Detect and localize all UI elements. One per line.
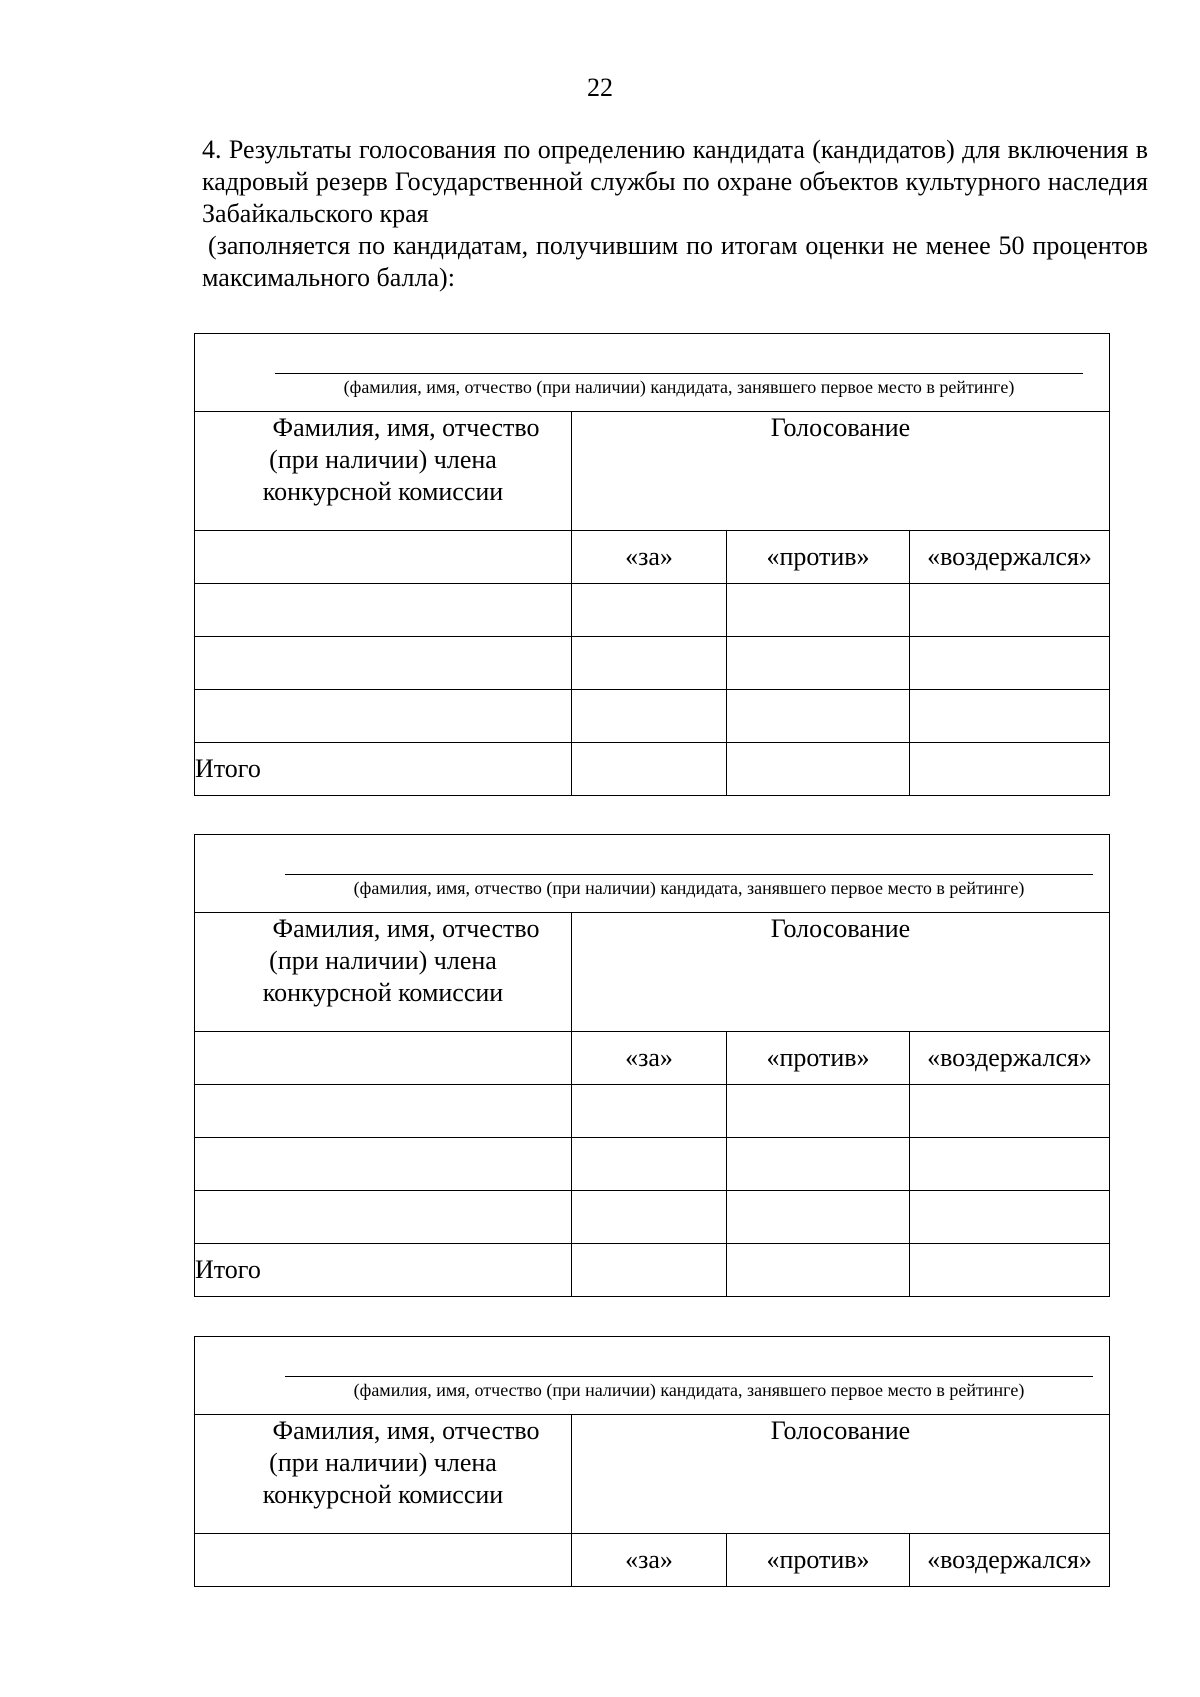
member-name-cell[interactable] [195, 1191, 572, 1244]
member-header-line: Фамилия, имя, отчество [272, 914, 540, 943]
vote-against-cell[interactable] [727, 584, 910, 637]
vote-abstained-cell[interactable] [910, 637, 1110, 690]
table-row [195, 1085, 1110, 1138]
candidate-name-field[interactable] [195, 1337, 1110, 1415]
candidate-name-field[interactable] [195, 835, 1110, 913]
page-number: 22 [587, 73, 613, 102]
vote-for-cell[interactable] [572, 690, 727, 743]
table-row [195, 584, 1110, 637]
vote-abstained-cell[interactable] [910, 1085, 1110, 1138]
vote-abstained-cell[interactable] [910, 584, 1110, 637]
blank-cell[interactable] [195, 1032, 572, 1085]
blank-cell[interactable] [195, 1534, 572, 1587]
vote-for-cell[interactable] [572, 584, 727, 637]
member-column-header [195, 1415, 572, 1534]
option-for: «за» [572, 531, 727, 584]
member-header-line: конкурсной комиссии [262, 477, 504, 506]
vote-for-cell[interactable] [572, 637, 727, 690]
total-for-cell[interactable] [572, 743, 727, 796]
member-name-cell[interactable] [195, 1085, 572, 1138]
total-row [195, 743, 1110, 796]
vote-for-cell[interactable] [572, 1138, 727, 1191]
total-label: Итого [195, 743, 572, 796]
candidate-name-line [285, 874, 1093, 875]
total-for-cell[interactable] [572, 1244, 727, 1297]
option-for: «за» [572, 1534, 727, 1587]
member-header-line: Фамилия, имя, отчество [272, 1416, 540, 1445]
member-header-line: Фамилия, имя, отчество [272, 413, 540, 442]
candidate-caption: (фамилия, имя, отчество (при наличии) кандидата, занявшего первое место в рейтинге) [353, 1380, 1025, 1400]
total-against-cell[interactable] [727, 1244, 910, 1297]
vote-against-cell[interactable] [727, 1085, 910, 1138]
option-against: «против» [727, 531, 910, 584]
total-row [195, 1244, 1110, 1297]
heading-paragraph: 4. Результаты голосования по определению кандидата (кандидатов) для включения в кадровый резерв Государственной службы по охране объектов культурного наследия Забайкальского края [202, 135, 1148, 228]
option-against: «против» [727, 1534, 910, 1587]
voting-column-header: Голосование [572, 1415, 1110, 1534]
table-row [195, 690, 1110, 743]
voting-column-header: Голосование [572, 412, 1110, 531]
member-header-line: конкурсной комиссии [262, 1480, 504, 1509]
option-abstained: «воздержался» [910, 1032, 1110, 1085]
voting-column-header: Голосование [572, 913, 1110, 1032]
heading-note: (заполняется по кандидатам, получившим по итогам оценки не менее 50 процентов максимального балла): [202, 231, 1148, 292]
member-header-line: (при наличии) члена [269, 1448, 497, 1477]
member-name-cell[interactable] [195, 690, 572, 743]
vote-against-cell[interactable] [727, 1191, 910, 1244]
member-name-cell[interactable] [195, 637, 572, 690]
total-label: Итого [195, 1244, 572, 1297]
member-name-cell[interactable] [195, 1138, 572, 1191]
voting-table-1 [194, 333, 1110, 796]
member-column-header [195, 913, 572, 1032]
total-abstained-cell[interactable] [910, 1244, 1110, 1297]
option-for: «за» [572, 1032, 727, 1085]
option-abstained: «воздержался» [910, 1534, 1110, 1587]
table-row [195, 1138, 1110, 1191]
option-abstained: «воздержался» [910, 531, 1110, 584]
vote-for-cell[interactable] [572, 1085, 727, 1138]
total-abstained-cell[interactable] [910, 743, 1110, 796]
section-heading [202, 134, 1148, 294]
total-against-cell[interactable] [727, 743, 910, 796]
voting-table-3 [194, 1336, 1110, 1587]
table-row [195, 1191, 1110, 1244]
vote-for-cell[interactable] [572, 1191, 727, 1244]
candidate-caption: (фамилия, имя, отчество (при наличии) кандидата, занявшего первое место в рейтинге) [343, 377, 1015, 397]
vote-abstained-cell[interactable] [910, 1138, 1110, 1191]
candidate-name-field[interactable] [195, 334, 1110, 412]
member-header-line: (при наличии) члена [269, 445, 497, 474]
vote-against-cell[interactable] [727, 1138, 910, 1191]
member-name-cell[interactable] [195, 584, 572, 637]
voting-table-2 [194, 834, 1110, 1297]
vote-against-cell[interactable] [727, 637, 910, 690]
vote-against-cell[interactable] [727, 690, 910, 743]
member-header-line: конкурсной комиссии [262, 978, 504, 1007]
member-column-header [195, 412, 572, 531]
table-row [195, 637, 1110, 690]
vote-abstained-cell[interactable] [910, 690, 1110, 743]
blank-cell[interactable] [195, 531, 572, 584]
candidate-name-line [275, 373, 1083, 374]
option-against: «против» [727, 1032, 910, 1085]
candidate-name-line [285, 1376, 1093, 1377]
member-header-line: (при наличии) члена [269, 946, 497, 975]
candidate-caption: (фамилия, имя, отчество (при наличии) кандидата, занявшего первое место в рейтинге) [353, 878, 1025, 898]
vote-abstained-cell[interactable] [910, 1191, 1110, 1244]
